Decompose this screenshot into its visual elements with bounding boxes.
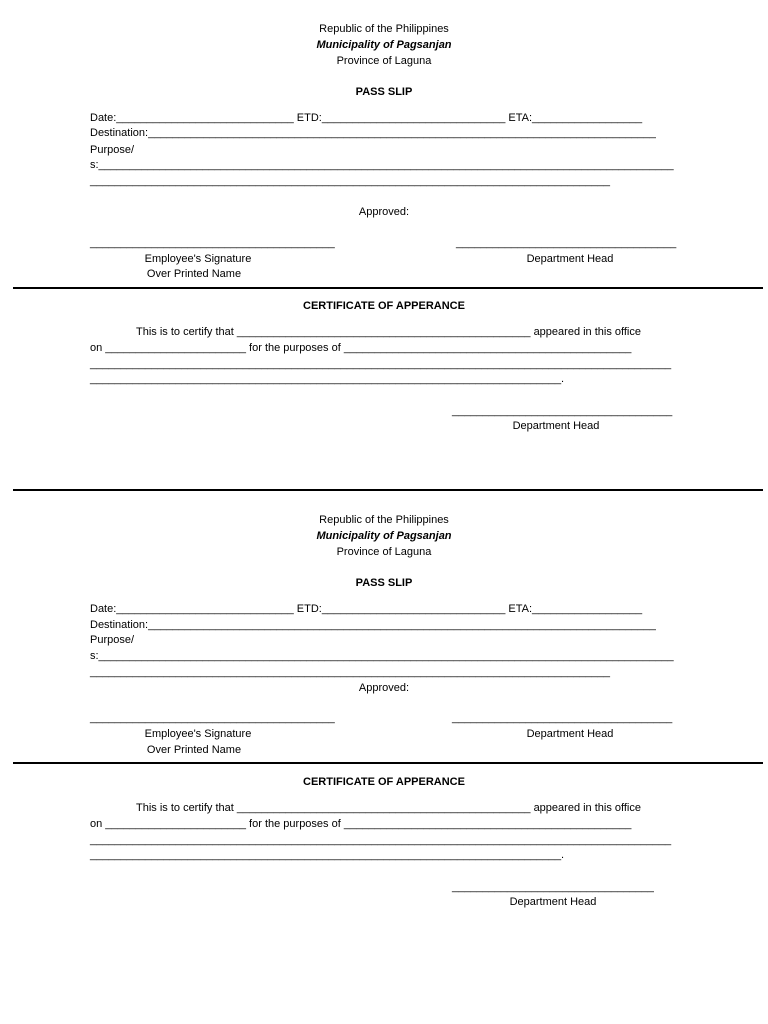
purposes-of-line[interactable]: on _______________________ for the purposes of _______________________________________________ (90, 342, 632, 354)
certificate-title: CERTIFICATE OF APPERANCE (303, 300, 465, 312)
certify-line[interactable]: This is to certify that ________________________________________________ appeared in this office (136, 326, 641, 338)
over-printed-name-label: Over Printed Name (146, 744, 242, 756)
department-head-label: Department Head (526, 253, 614, 265)
country-header: Republic of the Philippines (319, 23, 449, 35)
employee-signature-line[interactable]: ________________________________________ (90, 712, 335, 724)
section-divider (13, 762, 763, 764)
purposes-line[interactable]: s:______________________________________________________________________________________________ (90, 159, 674, 171)
approved-label: Approved: (358, 206, 410, 218)
employee-signature-line[interactable]: ________________________________________ (90, 237, 335, 249)
purposes-line[interactable]: s:______________________________________________________________________________________________ (90, 650, 674, 662)
over-printed-name-label: Over Printed Name (146, 268, 242, 280)
department-head-label: Department Head (526, 728, 614, 740)
purpose-label: Purpose/ (90, 144, 135, 156)
certify-line[interactable]: This is to certify that ________________________________________________ appeared in this office (136, 802, 641, 814)
approved-label: Approved: (358, 682, 410, 694)
date-etd-eta-line[interactable]: Date:_____________________________ ETD:______________________________ ETA:__________________ (90, 603, 643, 615)
certificate-title: CERTIFICATE OF APPERANCE (303, 776, 465, 788)
pass-slip-title: PASS SLIP (355, 577, 413, 589)
department-head-label: Department Head (509, 896, 597, 908)
date-etd-eta-line[interactable]: Date:_____________________________ ETD:______________________________ ETA:__________________ (90, 112, 643, 124)
country-header: Republic of the Philippines (319, 514, 449, 526)
employee-signature-label: Employee's Signature (144, 728, 252, 740)
certificate-blank-line[interactable]: _______________________________________________________________________________________________ (90, 834, 672, 846)
department-head-line[interactable]: ____________________________________ (456, 237, 677, 249)
department-head-label: Department Head (512, 420, 600, 432)
certificate-blank-line-end[interactable]: _____________________________________________________________________________. (90, 849, 565, 861)
purpose-label: Purpose/ (90, 634, 135, 646)
purposes-blank-line[interactable]: _____________________________________________________________________________________ (90, 175, 611, 187)
section-divider (13, 287, 763, 289)
section-divider (13, 489, 763, 491)
certificate-blank-line-end[interactable]: _____________________________________________________________________________. (90, 373, 565, 385)
destination-line[interactable]: Destination:___________________________________________________________________________________ (90, 619, 656, 631)
province-header: Province of Laguna (336, 55, 432, 67)
department-head-line[interactable]: ____________________________________ (452, 405, 673, 417)
municipality-header: Municipality of Pagsanjan (316, 39, 452, 51)
destination-line[interactable]: Destination:___________________________________________________________________________________ (90, 127, 656, 139)
municipality-header: Municipality of Pagsanjan (316, 530, 452, 542)
pass-slip-title: PASS SLIP (355, 86, 413, 98)
purposes-of-line[interactable]: on _______________________ for the purposes of _______________________________________________ (90, 818, 632, 830)
province-header: Province of Laguna (336, 546, 432, 558)
purposes-blank-line[interactable]: _____________________________________________________________________________________ (90, 666, 611, 678)
department-head-line[interactable]: _________________________________ (452, 881, 654, 893)
employee-signature-label: Employee's Signature (144, 253, 252, 265)
certificate-blank-line[interactable]: _______________________________________________________________________________________________ (90, 358, 672, 370)
department-head-line[interactable]: ____________________________________ (452, 712, 673, 724)
